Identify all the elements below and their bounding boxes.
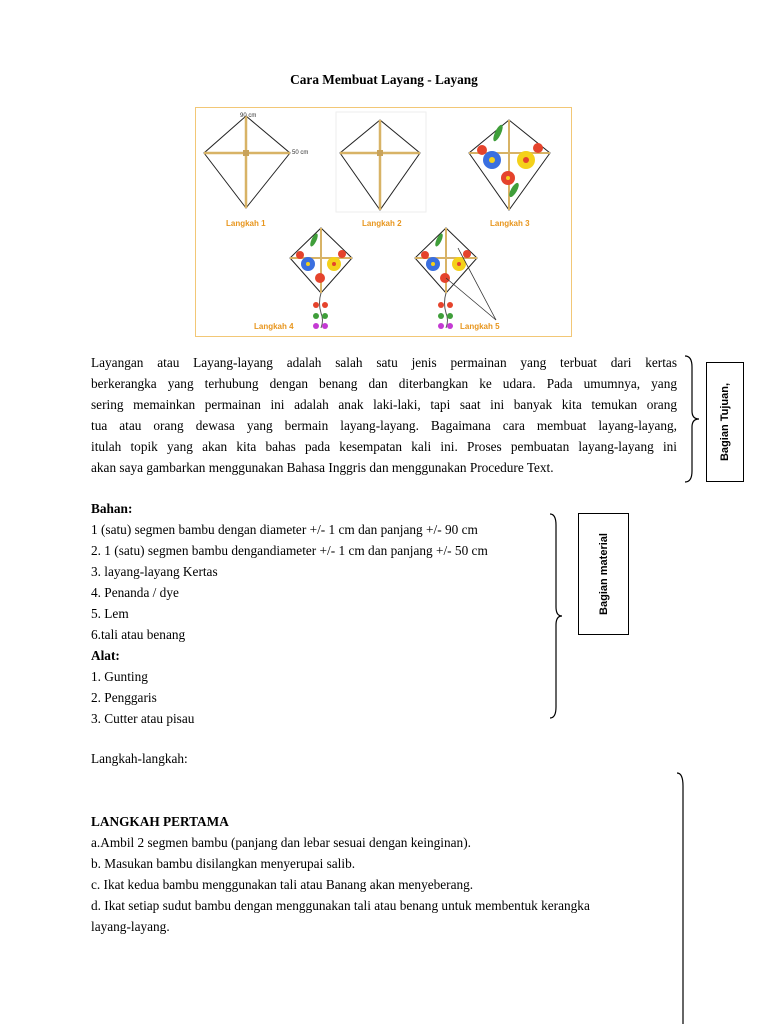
langkah-item: a.Ambil 2 segmen bambu (panjang dan lebar sesuai dengan keinginan).	[91, 835, 471, 850]
page-title: Cara Membuat Layang - Layang	[290, 72, 478, 87]
material-annotation-box	[578, 513, 629, 635]
bahan-item: 6.tali atau benang	[91, 627, 186, 642]
intro-line: sering memainkan permainan ini adalah anak laki-laki, tapi saat ini banyak kita temukan orang	[91, 397, 677, 412]
kite-step-5-drawing	[415, 228, 496, 329]
kite-step-1-drawing	[204, 113, 308, 208]
step-1-label: Langkah 1	[226, 219, 266, 228]
langkah-item: c. Ikat kedua bambu menggunakan tali atau Banang akan menyeberang.	[91, 877, 474, 892]
step-5-label: Langkah 5	[460, 322, 500, 331]
kite-step-2-drawing	[336, 112, 426, 212]
material-brace	[549, 513, 563, 719]
kite-steps-figure	[195, 107, 572, 337]
intro-line: Layangan atau Layang-layang adalah salah satu jenis permainan yang terbuat dari kertas	[91, 355, 677, 370]
intro-line: akan saya gambarkan menggunakan Bahasa Inggris dan menggunakan Procedure Text.	[91, 460, 554, 475]
intro-line: tua atau orang dewasa yang bermain layang-layang. Bagaimana cara membuat layang-layang,	[91, 418, 677, 433]
langkah-item: b. Masukan bambu disilangkan menyerupai salib.	[91, 856, 356, 871]
material-annotation-label: Bagian material	[597, 533, 610, 615]
bahan-item: 1 (satu) segmen bambu dengan diameter +/- 1 cm dan panjang +/- 90 cm	[91, 522, 478, 537]
intro-line: berkerangka yang terhubung dengan benang dan diterbangkan ke udara. Pada umumnya, yang	[91, 376, 677, 391]
tujuan-annotation-label: Bagian Tujuan,	[719, 382, 731, 462]
langkah-pertama-heading: LANGKAH PERTAMA	[91, 814, 229, 829]
tujuan-annotation-box	[706, 362, 744, 482]
step-2-label: Langkah 2	[362, 219, 402, 228]
alat-item: 1. Gunting	[91, 669, 148, 684]
step-4-label: Langkah 4	[254, 322, 294, 331]
langkah-intro	[91, 748, 188, 769]
alat-item: 3. Cutter atau pisau	[91, 711, 195, 726]
intro-paragraph	[91, 352, 677, 478]
bahan-item: 4. Penanda / dye	[91, 585, 179, 600]
langkah-item: d. Ikat setiap sudut bambu dengan menggunakan tali atau benang untuk membentuk kerangka	[91, 898, 590, 913]
kite-steps-diagram	[196, 108, 573, 338]
langkah-item: layang-layang.	[91, 919, 170, 934]
kite-step-4-drawing	[290, 228, 352, 329]
tujuan-brace	[684, 355, 700, 483]
alat-heading: Alat:	[91, 648, 120, 663]
dimension-top-label: 90 cm	[240, 113, 257, 119]
langkah-intro-text: Langkah-langkah:	[91, 751, 188, 766]
bahan-item: 5. Lem	[91, 606, 129, 621]
kite-step-3-drawing	[469, 120, 550, 210]
langkah-brace	[676, 772, 690, 1024]
bahan-section	[91, 498, 488, 729]
bahan-heading: Bahan:	[91, 501, 133, 516]
step-3-label: Langkah 3	[490, 219, 530, 228]
bahan-item: 3. layang-layang Kertas	[91, 564, 218, 579]
langkah-pertama-section	[91, 811, 590, 937]
dimension-side-label: 50 cm	[292, 150, 309, 156]
bahan-item: 2. 1 (satu) segmen bambu dengandiameter +/- 1 cm dan panjang +/- 50 cm	[91, 543, 488, 558]
intro-line: itulah topik yang akan kita bahas pada kesempatan kali ini. Proses pembuatan layang-layang ini	[91, 439, 677, 454]
alat-item: 2. Penggaris	[91, 690, 157, 705]
